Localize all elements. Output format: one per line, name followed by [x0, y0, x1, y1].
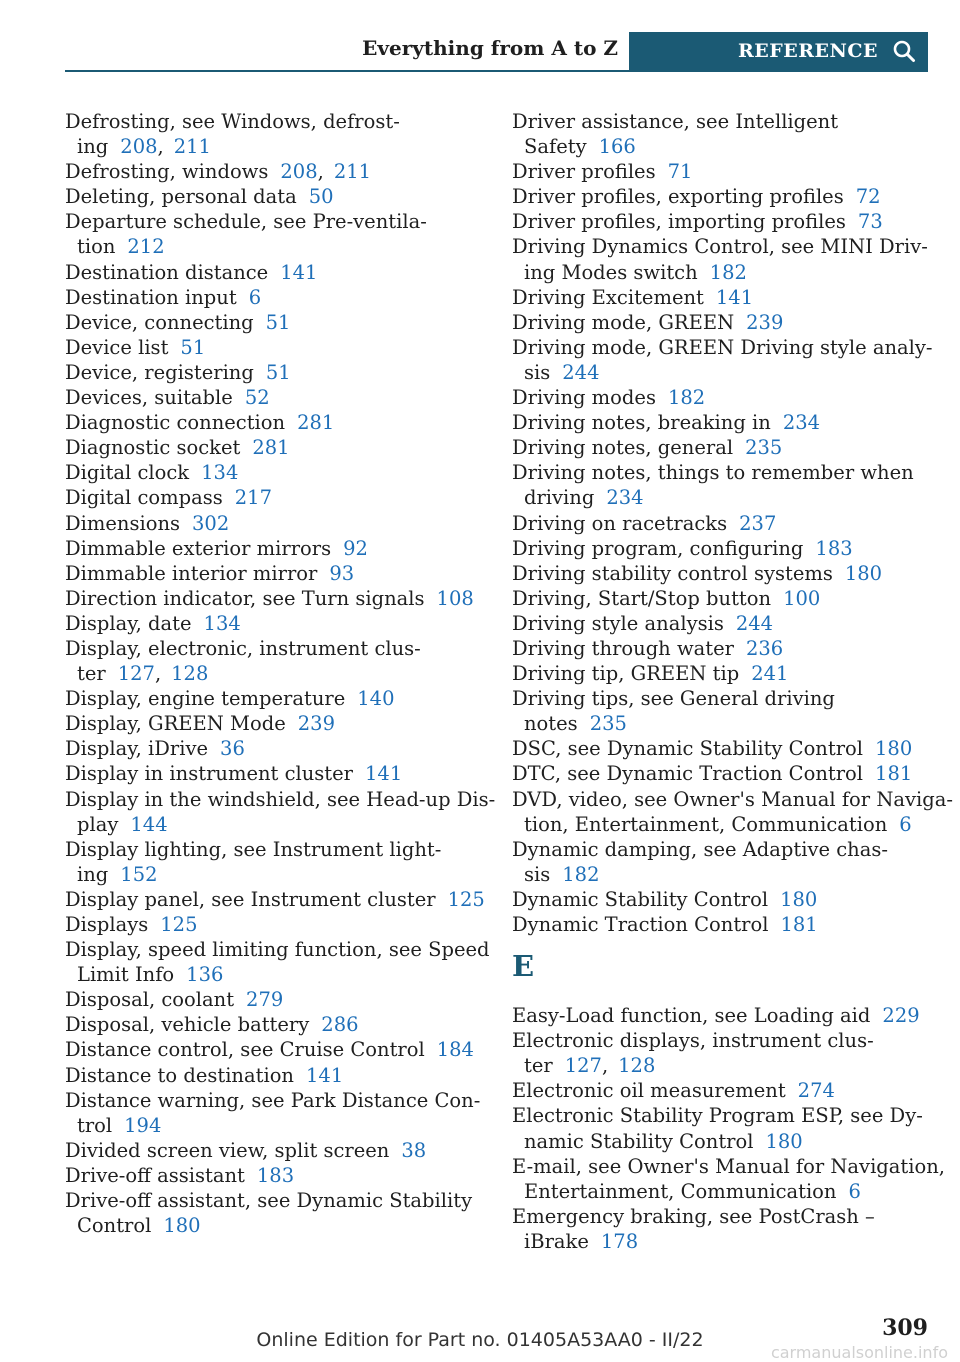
index-entry-text: Defrosting, windows: [65, 160, 269, 184]
page-link[interactable]: 279: [246, 988, 284, 1012]
index-entry: [65, 435, 485, 460]
page-link[interactable]: 108: [436, 586, 474, 610]
index-entry: [512, 736, 932, 761]
index-entry-text: Display, speed limiting function, see Speed: [65, 938, 490, 962]
index-entry-text: Dimmable interior mirror: [65, 561, 318, 585]
index-entry: [65, 1188, 485, 1238]
page-link[interactable]: 180: [780, 887, 818, 911]
index-entry-text: Diagnostic connection: [65, 411, 286, 435]
index-entry: [512, 787, 953, 837]
page-link[interactable]: 71: [667, 160, 693, 184]
section-label: REFERENCE: [738, 40, 878, 62]
index-entry: [65, 460, 485, 485]
index-entry-text: Drive-off assistant, see Dynamic Stability: [65, 1189, 473, 1213]
index-entry: [65, 285, 485, 310]
index-entry-text: Driver profiles: [512, 160, 656, 184]
page-link[interactable]: 52: [244, 386, 270, 410]
index-entry-text: Defrosting, see Windows, defrost‐: [65, 110, 400, 133]
index-entry-text: Driving notes, things to remember when: [512, 461, 914, 485]
edition-footer: Online Edition for Part no. 01405A53AA0 - II/22: [256, 1329, 704, 1351]
index-entry-text: Display, GREEN Mode: [65, 712, 286, 736]
index-entry-text: Display in instrument cluster: [65, 762, 353, 786]
index-entry: [65, 561, 485, 586]
page-link[interactable]: 211: [173, 135, 211, 159]
index-entry: [512, 636, 932, 661]
index-entry: [65, 987, 485, 1012]
index-entry-text: Driving stability control systems: [512, 561, 833, 585]
index-entry-continuation: ing Modes switch: [524, 260, 698, 284]
index-entry-text: Device list: [65, 335, 169, 359]
index-entry: [512, 335, 932, 385]
page-link[interactable]: 6: [899, 812, 912, 836]
page-link[interactable]: 237: [739, 511, 777, 535]
index-entry: [65, 385, 485, 410]
header-rule: [65, 70, 928, 72]
page-link[interactable]: 274: [797, 1079, 835, 1103]
page-link[interactable]: 127: [564, 1054, 602, 1078]
page-link[interactable]: 181: [780, 913, 818, 936]
index-entry: [512, 761, 932, 786]
page-link[interactable]: 50: [308, 185, 334, 209]
page-link[interactable]: 182: [709, 260, 747, 284]
page-link[interactable]: 136: [186, 963, 224, 987]
index-entry-text: Driving modes: [512, 386, 656, 410]
index-entry: [512, 109, 932, 159]
page-link[interactable]: 286: [321, 1013, 359, 1037]
page-separator: ,: [157, 135, 164, 159]
page-link[interactable]: 239: [297, 712, 335, 736]
index-entry-text: Direction indicator, see Turn signals: [65, 586, 425, 610]
index-entry: [65, 912, 485, 937]
page-link[interactable]: 302: [192, 511, 230, 535]
index-entry: [65, 410, 485, 435]
index-entry: [65, 1163, 485, 1188]
index-entry: [65, 360, 485, 385]
page-link[interactable]: 93: [329, 561, 355, 585]
index-entry-text: Driving tips, see General driving: [512, 687, 835, 711]
page-link[interactable]: 141: [306, 1063, 344, 1087]
index-entry-text: Electronic oil measurement: [512, 1079, 786, 1103]
index-entry: [65, 787, 496, 837]
index-entry: [512, 611, 932, 636]
page-link[interactable]: 152: [120, 862, 158, 886]
page-link[interactable]: 178: [600, 1229, 639, 1253]
index-entry: [65, 686, 485, 711]
index-entry-text: Distance to destination: [65, 1063, 294, 1087]
page-link[interactable]: 6: [848, 1179, 861, 1203]
page-link[interactable]: 194: [124, 1113, 162, 1137]
page-link[interactable]: 234: [606, 486, 644, 510]
page-link[interactable]: 51: [265, 360, 291, 384]
page-link[interactable]: 141: [365, 762, 403, 786]
page-link[interactable]: 100: [783, 586, 821, 610]
index-entry-text: DVD, video, see Owner's Manual for Naviga‐: [512, 787, 953, 811]
index-entry-text: Display, engine temperature: [65, 687, 346, 711]
index-entry-text: Driving tip, GREEN tip: [512, 662, 740, 686]
index-entry-continuation: sis: [524, 862, 551, 886]
index-entry-continuation: notes: [524, 712, 578, 736]
page-link[interactable]: 125: [447, 887, 485, 911]
page-link[interactable]: 36: [220, 737, 245, 761]
page-link[interactable]: 239: [746, 310, 784, 334]
index-entry: [512, 385, 932, 410]
page-link[interactable]: 217: [234, 486, 272, 510]
index-entry: [512, 536, 932, 561]
page-link[interactable]: 141: [280, 260, 318, 284]
index-entry-text: Display, electronic, instrument clus‐: [65, 636, 421, 660]
index-entry: [65, 109, 485, 159]
page-link[interactable]: 73: [857, 210, 883, 234]
index-entry: [512, 1103, 932, 1153]
index-entry-continuation: namic Stability Control: [524, 1129, 754, 1153]
page-link[interactable]: 134: [203, 611, 241, 635]
index-entry: [65, 536, 485, 561]
index-entry-text: Driving Dynamics Control, see MINI Driv‐: [512, 235, 928, 259]
index-entry-text: Distance warning, see Park Distance Con‐: [65, 1088, 481, 1112]
index-entry-continuation: Control: [77, 1214, 152, 1238]
index-entry-text: Destination input: [65, 285, 237, 309]
index-entry-text: Display panel, see Instrument cluster: [65, 887, 436, 911]
index-entry-text: Divided screen view, split screen: [65, 1138, 390, 1162]
index-entry: [65, 1012, 485, 1037]
index-entry: [65, 260, 485, 285]
index-entry-text: Driving style analysis: [512, 611, 724, 635]
index-entry-continuation: Entertainment, Communication: [524, 1179, 837, 1203]
page-link[interactable]: 182: [562, 862, 600, 886]
index-entry: [512, 310, 932, 335]
page-link[interactable]: 38: [401, 1138, 427, 1162]
index-entry-text: Driver assistance, see Intelligent: [512, 110, 839, 133]
index-entry: [512, 686, 932, 736]
index-entry-text: Driving Excitement: [512, 285, 704, 309]
index-entry: [512, 1078, 932, 1103]
index-entry: [65, 611, 485, 636]
page-link[interactable]: 141: [715, 285, 754, 309]
page-link[interactable]: 180: [844, 561, 883, 585]
index-entry-continuation: ing: [77, 862, 109, 886]
index-entry: [512, 837, 932, 887]
page-link[interactable]: 184: [436, 1038, 474, 1062]
page-link[interactable]: 180: [163, 1214, 201, 1238]
index-entry: [65, 209, 485, 259]
index-entry: [65, 636, 485, 686]
page-link[interactable]: 244: [735, 611, 774, 635]
page-separator: ,: [154, 662, 162, 686]
page-link[interactable]: 134: [201, 461, 239, 485]
index-entry-text: Diagnostic socket: [65, 436, 241, 460]
index-entry: [65, 335, 485, 360]
index-entry-text: Driving on racetracks: [512, 511, 728, 535]
index-entry: [512, 1204, 932, 1254]
page-link[interactable]: 208: [280, 160, 318, 184]
page-link[interactable]: 180: [765, 1129, 803, 1153]
index-entry-continuation: play: [77, 812, 119, 836]
index-entry: [512, 435, 932, 460]
page-link[interactable]: 241: [751, 662, 789, 686]
index-entry: [512, 511, 932, 536]
index-entry-text: Digital clock: [65, 461, 190, 485]
page-link[interactable]: 183: [815, 536, 853, 560]
page-link[interactable]: 51: [265, 310, 291, 334]
search-icon[interactable]: [892, 39, 916, 63]
index-entry-text: Electronic displays, instrument clus‐: [512, 1029, 874, 1053]
index-entry: [512, 460, 932, 510]
index-entry: [65, 887, 485, 912]
page-link[interactable]: 244: [562, 360, 600, 384]
index-entry: [65, 310, 485, 335]
index-entry-text: Display in the windshield, see Head-up Dis‐: [65, 787, 496, 811]
index-entry-continuation: trol: [77, 1113, 113, 1137]
page-link[interactable]: 6: [248, 285, 262, 309]
index-entry-text: Dynamic damping, see Adaptive chas‐: [512, 837, 888, 861]
index-entry-text: Electronic Stability Program ESP, see Dy‐: [512, 1104, 923, 1128]
index-column-left: [65, 109, 496, 1238]
page-link[interactable]: 208: [120, 135, 158, 159]
index-entry-text: Display lighting, see Instrument light‐: [65, 837, 442, 861]
page-separator: ,: [317, 160, 324, 184]
page-link[interactable]: 128: [618, 1054, 656, 1078]
index-entry: [65, 184, 485, 209]
index-entry-text: Distance control, see Cruise Control: [65, 1038, 425, 1062]
index-entry-text: Driver profiles, exporting profiles: [512, 185, 844, 209]
page-link[interactable]: 180: [875, 737, 913, 761]
index-entry: [512, 887, 932, 912]
index-entry: [512, 184, 932, 209]
index-entry: [65, 159, 485, 184]
index-entry-continuation: ing: [77, 135, 109, 159]
index-entry-text: Destination distance: [65, 260, 269, 284]
page-link[interactable]: 281: [252, 436, 290, 460]
index-entry-text: Display, iDrive: [65, 737, 209, 761]
page-link[interactable]: 144: [130, 812, 168, 836]
index-entry: [512, 912, 932, 937]
page-link[interactable]: 72: [855, 185, 881, 209]
index-entry-text: Device, registering: [65, 360, 254, 384]
index-entry-text: Devices, suitable: [65, 386, 233, 410]
index-entry-continuation: ter: [77, 662, 106, 686]
page-link[interactable]: 140: [357, 687, 395, 711]
index-entry-text: Deleting, personal data: [65, 185, 297, 209]
page-link[interactable]: 128: [171, 662, 209, 686]
index-entry-text: Driver profiles, importing profiles: [512, 210, 846, 234]
index-entry: [65, 761, 485, 786]
page-link[interactable]: 125: [160, 913, 198, 936]
index-entry: [65, 837, 485, 887]
index-entry: [65, 1037, 485, 1062]
index-entry: [512, 285, 932, 310]
page-separator: ,: [601, 1054, 609, 1078]
index-entry: [512, 234, 932, 284]
page-link[interactable]: 127: [117, 662, 155, 686]
page-link[interactable]: 212: [127, 235, 165, 259]
index-entry-text: E-mail, see Owner's Manual for Navigation,: [512, 1154, 945, 1178]
running-header-title: Everything from A to Z: [362, 36, 618, 60]
index-column-right: [512, 109, 953, 1254]
index-entry-continuation: tion: [77, 235, 116, 259]
page-number: 309: [882, 1315, 928, 1341]
page-link[interactable]: 235: [589, 712, 627, 736]
section-tab[interactable]: [629, 32, 928, 70]
index-entry-text: Display, date: [65, 611, 192, 635]
index-entry-text: Driving notes, breaking in: [512, 411, 771, 435]
index-entry-text: Digital compass: [65, 486, 223, 510]
index-entry: [65, 485, 485, 510]
watermark: carmanualsonline.info: [770, 1343, 948, 1362]
page-link[interactable]: 281: [297, 411, 335, 435]
index-entry-text: Driving mode, GREEN Driving style analy‐: [512, 335, 933, 359]
index-entry-text: Driving, Start/Stop button: [512, 586, 772, 610]
index-entry: [65, 711, 485, 736]
index-entry-continuation: tion, Entertainment, Communication: [524, 812, 888, 836]
page-link[interactable]: 92: [343, 536, 368, 560]
index-entry-text: Disposal, vehicle battery: [65, 1013, 310, 1037]
index-entry-continuation: driving: [524, 486, 595, 510]
index-entry-text: Dimmable exterior mirrors: [65, 536, 332, 560]
page-link[interactable]: 183: [256, 1163, 295, 1187]
index-entry: [65, 937, 490, 987]
index-entry: [65, 1088, 485, 1138]
index-entry: [512, 410, 932, 435]
page-link[interactable]: 181: [875, 762, 913, 786]
index-entry: [512, 586, 932, 611]
index-entry-text: Dynamic Traction Control: [512, 913, 769, 936]
page-link[interactable]: 229: [882, 1004, 920, 1028]
index-entry-text: Displays: [65, 913, 149, 936]
index-entry-text: Drive-off assistant: [65, 1163, 245, 1187]
index-entry-text: Disposal, coolant: [65, 988, 235, 1012]
index-entry: [512, 209, 932, 234]
index-entry-text: Driving mode, GREEN: [512, 310, 735, 334]
index-entry: [65, 1138, 485, 1163]
index-entry-text: Driving through water: [512, 636, 734, 660]
page-link[interactable]: 166: [598, 135, 636, 159]
index-entry-text: Easy-Load function, see Loading aid: [512, 1004, 871, 1028]
index-entry: [512, 661, 932, 686]
index-entry-text: Driving program, configuring: [512, 536, 804, 560]
page-link[interactable]: 235: [745, 436, 783, 460]
index-entry-continuation: Limit Info: [77, 963, 175, 987]
index-entry: [65, 736, 485, 761]
index-entry-continuation: Safety: [524, 135, 587, 159]
index-entry-text: DTC, see Dynamic Traction Control: [512, 762, 864, 786]
index-entry: [512, 1028, 932, 1078]
index-entry: [65, 1063, 485, 1088]
index-entry-text: Dynamic Stability Control: [512, 887, 769, 911]
index-entry-text: Driving notes, general: [512, 436, 734, 460]
index-entry-text: Emergency braking, see PostCrash –: [512, 1204, 875, 1228]
page-link[interactable]: 51: [180, 335, 206, 359]
page-link[interactable]: 234: [782, 411, 821, 435]
index-letter-heading: E: [512, 949, 535, 984]
index-entry-continuation: ter: [524, 1054, 553, 1078]
page-link[interactable]: 211: [333, 160, 372, 184]
index-entry: [65, 511, 485, 536]
index-entry: [512, 1154, 945, 1204]
index-entry: [512, 159, 932, 184]
index-entry: [512, 1003, 932, 1028]
index-entry-text: Dimensions: [65, 511, 181, 535]
index-entry-text: DSC, see Dynamic Stability Control: [512, 737, 863, 761]
index-entry-continuation: sis: [524, 360, 551, 384]
page-link[interactable]: 182: [667, 386, 706, 410]
index-entry: [65, 586, 485, 611]
index-entry-text: Departure schedule, see Pre-ventila‐: [65, 210, 427, 234]
index-entry-text: Device, connecting: [65, 310, 254, 334]
page-link[interactable]: 236: [745, 636, 784, 660]
index-entry-continuation: iBrake: [524, 1229, 589, 1253]
index-entry: [512, 561, 932, 586]
